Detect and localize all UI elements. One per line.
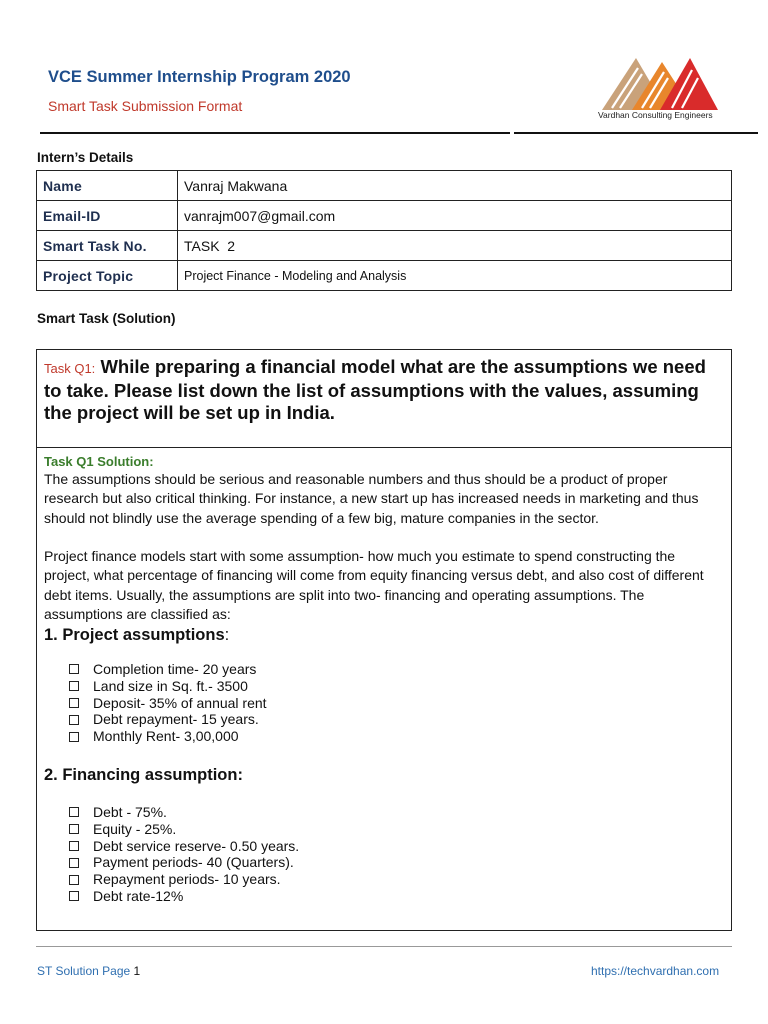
table-row (37, 201, 732, 231)
header-rule-left (40, 132, 510, 134)
checkbox-bullet-icon (69, 824, 79, 834)
section-colon: : (224, 626, 230, 644)
list-item-text: Debt rate-12% (93, 887, 184, 904)
section-title: 1. Project assumptions (44, 626, 225, 644)
list-item-text: Deposit- 35% of annual rent (93, 694, 267, 711)
list-item-text: Repayment periods- 10 years. (93, 871, 281, 888)
footer-label-text: ST Solution Page (37, 964, 134, 978)
footer-url-link[interactable]: https://techvardhan.com (591, 964, 720, 978)
solution-paragraph-2: Project finance models start with some assumption- how much you estimate to spend constructing the project, what percentage of financing will come from equity financing versus debt, and also cost of different debt items. Usually, the assumptions are split into two- financing and operating assumptions. The assumptions are classified as: (44, 548, 704, 622)
checkbox-bullet-icon (69, 807, 79, 817)
list-item-text: Equity - 25%. (93, 820, 177, 837)
solution-paragraph-1: The assumptions should be serious and reasonable numbers and thus should be a product of proper research but also critical thinking. For instance, a new start up has increased needs in marketing and thus should not blindly use the average spending of a few big, mature companies in the sector. (44, 471, 699, 526)
checkbox-bullet-icon (69, 698, 79, 708)
task-number-label: Smart Task No. (37, 231, 178, 261)
interns-details-table (36, 170, 732, 291)
list-item-text: Debt - 75%. (93, 804, 167, 820)
task-question-text: While preparing a financial model what are the assumptions we need to take. Please list down the list of assumptions with the values, assuming the project will be set up in India. (44, 356, 706, 423)
checkbox-bullet-icon (69, 841, 79, 851)
task-question-cell (37, 350, 731, 448)
checkbox-bullet-icon (69, 715, 79, 725)
project-topic-label: Project Topic (37, 261, 178, 291)
list-item-text: Monthly Rent- 3,00,000 (93, 728, 239, 745)
task-question (44, 356, 724, 424)
project-assumptions-heading (44, 626, 229, 645)
document-subtitle: Smart Task Submission Format (48, 98, 243, 114)
checkbox-bullet-icon (69, 732, 79, 742)
email-label: Email-ID (37, 201, 178, 231)
checkbox-bullet-icon (69, 858, 79, 868)
project-topic-value: Project Finance - Modeling and Analysis (178, 261, 732, 291)
list-item-text: Payment periods- 40 (Quarters). (93, 854, 294, 871)
footer-rule (36, 946, 732, 947)
list-item (44, 854, 299, 871)
table-row (37, 231, 732, 261)
list-item (44, 888, 299, 905)
program-title: VCE Summer Internship Program 2020 (48, 68, 351, 86)
list-item-text: Land size in Sq. ft.- 3500 (93, 677, 248, 694)
logo-mountains-icon (598, 52, 720, 114)
header-rule-right (514, 132, 758, 134)
table-row (37, 171, 732, 201)
list-item-text: Debt service reserve- 0.50 years. (93, 837, 300, 854)
task-number-value: TASK 2 (178, 231, 732, 261)
financing-assumptions-list (44, 804, 299, 905)
name-value: Vanraj Makwana (178, 171, 732, 201)
list-item (44, 871, 299, 888)
checkbox-bullet-icon (69, 891, 79, 901)
list-item (44, 821, 299, 838)
task-question-label: Task Q1: (44, 361, 96, 376)
task-solution-box (36, 349, 732, 931)
checkbox-bullet-icon (69, 664, 79, 674)
list-item (44, 711, 267, 728)
table-row (37, 261, 732, 291)
footer-page-label (37, 964, 140, 978)
list-item-text: Completion time- 20 years (93, 661, 257, 677)
financing-assumption-heading: 2. Financing assumption: (44, 766, 243, 784)
list-item (44, 838, 299, 855)
footer-page-number: 1 (133, 964, 141, 978)
list-item (44, 728, 267, 745)
smart-task-solution-heading: Smart Task (Solution) (37, 311, 176, 326)
list-item (44, 695, 267, 712)
list-item (44, 804, 299, 821)
name-label: Name (37, 171, 178, 201)
logo-caption: Vardhan Consulting Engineers (598, 110, 713, 120)
email-value: vanrajm007@gmail.com (178, 201, 732, 231)
interns-details-heading: Intern’s Details (37, 150, 134, 165)
list-item-text: Debt repayment- 15 years. (93, 711, 259, 728)
project-assumptions-list (44, 661, 267, 745)
list-item (44, 661, 267, 678)
checkbox-bullet-icon (69, 875, 79, 885)
checkbox-bullet-icon (69, 681, 79, 691)
list-item (44, 678, 267, 695)
solution-label: Task Q1 Solution: (44, 454, 154, 469)
